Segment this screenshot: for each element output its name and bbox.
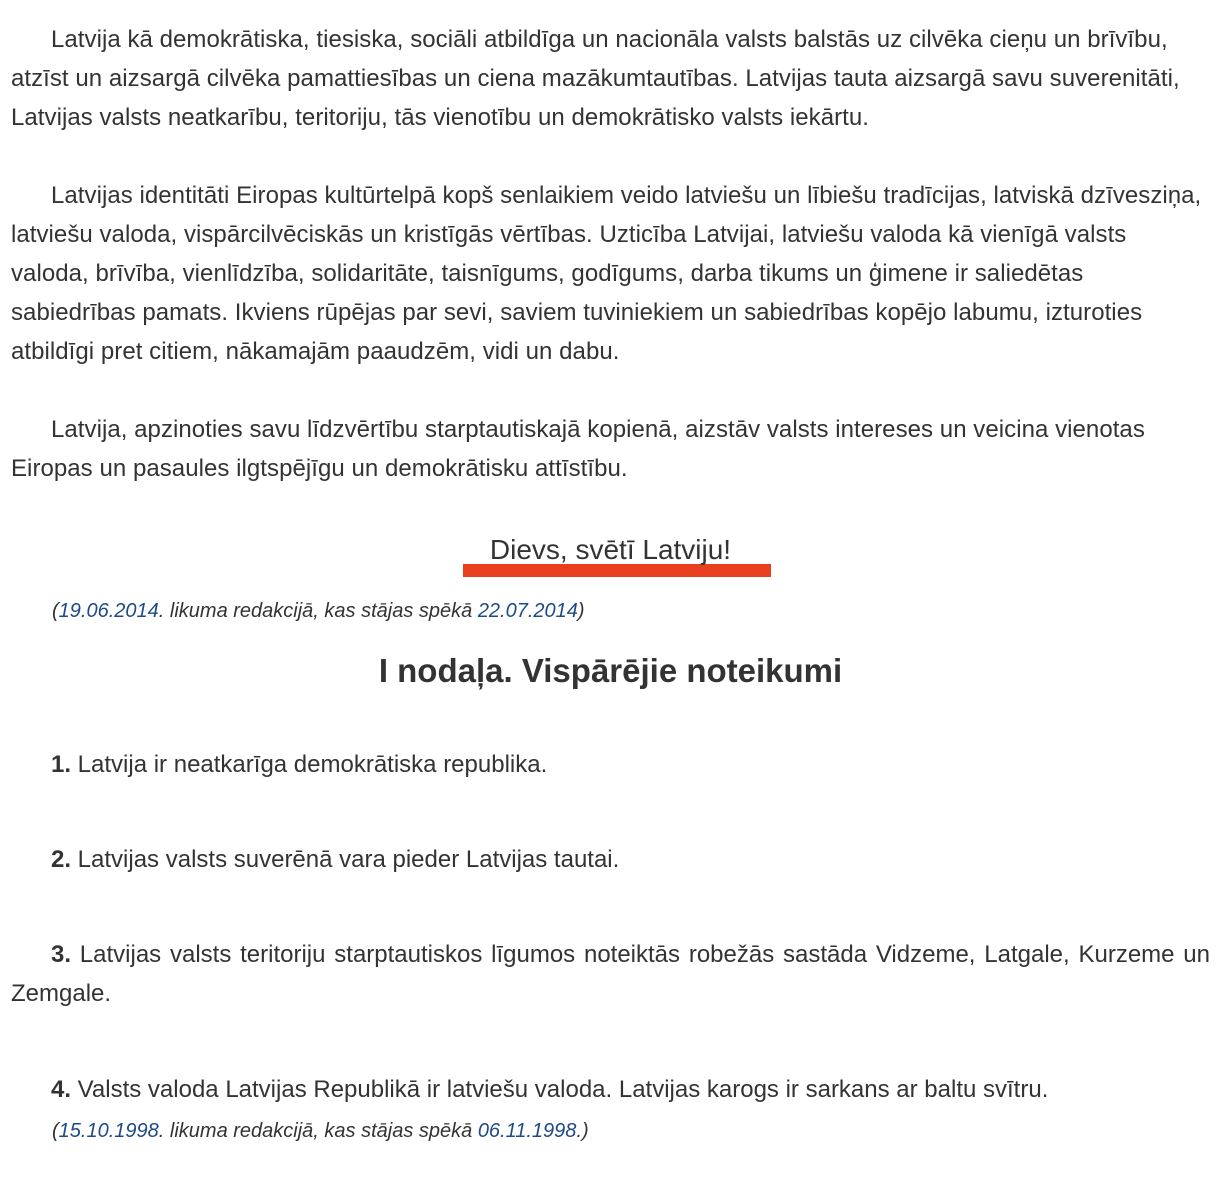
note-paren-open: (	[52, 600, 59, 622]
note-text: . likuma redakcijā, kas stājas spēkā	[158, 1120, 478, 1142]
article-number: 3.	[51, 941, 72, 968]
article-number: 4.	[51, 1076, 72, 1103]
preamble-paragraph: Latvijas identitāti Eiropas kultūrtelpā kopš senlaikiem veido latviešu un lībiešu tradīcijas, latviskā dzīvesziņa, latviešu valoda, vispārcilvēciskās un kristīgās vērtības. Uzticība Latvijai, latviešu valoda kā vienīgā valsts valoda, brīvība, vienlīdzība, solidaritāte, taisnīgums, godīgums, darba tikums un ģimene ir saliedētas sabiedrības pamats. Ikviens rūpējas par sevi, saviem tuviniekiem un sabiedrības kopējo labumu, izturoties atbildīgi pret citiem, nākamajām paaudzēm, vidi un dabu.	[11, 182, 1202, 365]
constitution-document	[11, 20, 1210, 1142]
amendment-date-link[interactable]: 15.10.1998	[58, 1120, 159, 1142]
article-number: 1.	[51, 751, 72, 778]
article	[11, 935, 1210, 1013]
article-number: 2.	[51, 846, 72, 873]
amendment-note	[52, 1117, 589, 1145]
article-text: Latvijas valsts teritoriju starptautiskos līgumos noteiktās robežās sastāda Vidzeme, Latgale, Kurzeme un Zemgale.	[11, 941, 1210, 1007]
closing-text: Dievs, svētī Latviju!	[489, 534, 732, 565]
amendment-date-link[interactable]: 19.06.2014	[58, 600, 159, 622]
note-paren-close: )	[577, 600, 585, 622]
article	[11, 1070, 1210, 1109]
chapter-heading: I nodaļa. Vispārējie noteikumi	[378, 652, 843, 689]
article	[11, 840, 1210, 879]
note-paren-open: (	[52, 1120, 59, 1142]
article	[11, 745, 1210, 784]
closing-line	[11, 530, 1210, 570]
effective-date-link[interactable]: 22.07.2014	[477, 600, 578, 622]
article-text: Valsts valoda Latvijas Republikā ir latviešu valoda. Latvijas karogs ir sarkans ar baltu svītru.	[71, 1076, 1049, 1103]
note-text: . likuma redakcijā, kas stājas spēkā	[158, 600, 478, 622]
note-paren-close: .)	[576, 1120, 589, 1142]
preamble-paragraph: Latvija kā demokrātiska, tiesiska, sociāli atbildīga un nacionāla valsts balstās uz cilvēka cieņu un brīvību, atzīst un aizsargā cilvēka pamattiesības un ciena mazākumtautības. Latvijas tauta aizsargā savu suverenitāti, Latvijas valsts neatkarību, teritoriju, tās vienotību un demokrātisko valsts iekārtu.	[11, 26, 1180, 131]
amendment-note	[52, 597, 585, 625]
preamble-paragraph: Latvija, apzinoties savu līdzvērtību starptautiskajā kopienā, aizstāv valsts intereses un veicina vienotas Eiropas un pasaules ilgtspējīgu un demokrātisku attīstību.	[11, 416, 1145, 482]
article-text: Latvijas valsts suverēnā vara pieder Latvijas tautai.	[71, 846, 620, 873]
article-text: Latvija ir neatkarīga demokrātiska republika.	[71, 751, 548, 778]
effective-date-link[interactable]: 06.11.1998	[477, 1120, 577, 1142]
